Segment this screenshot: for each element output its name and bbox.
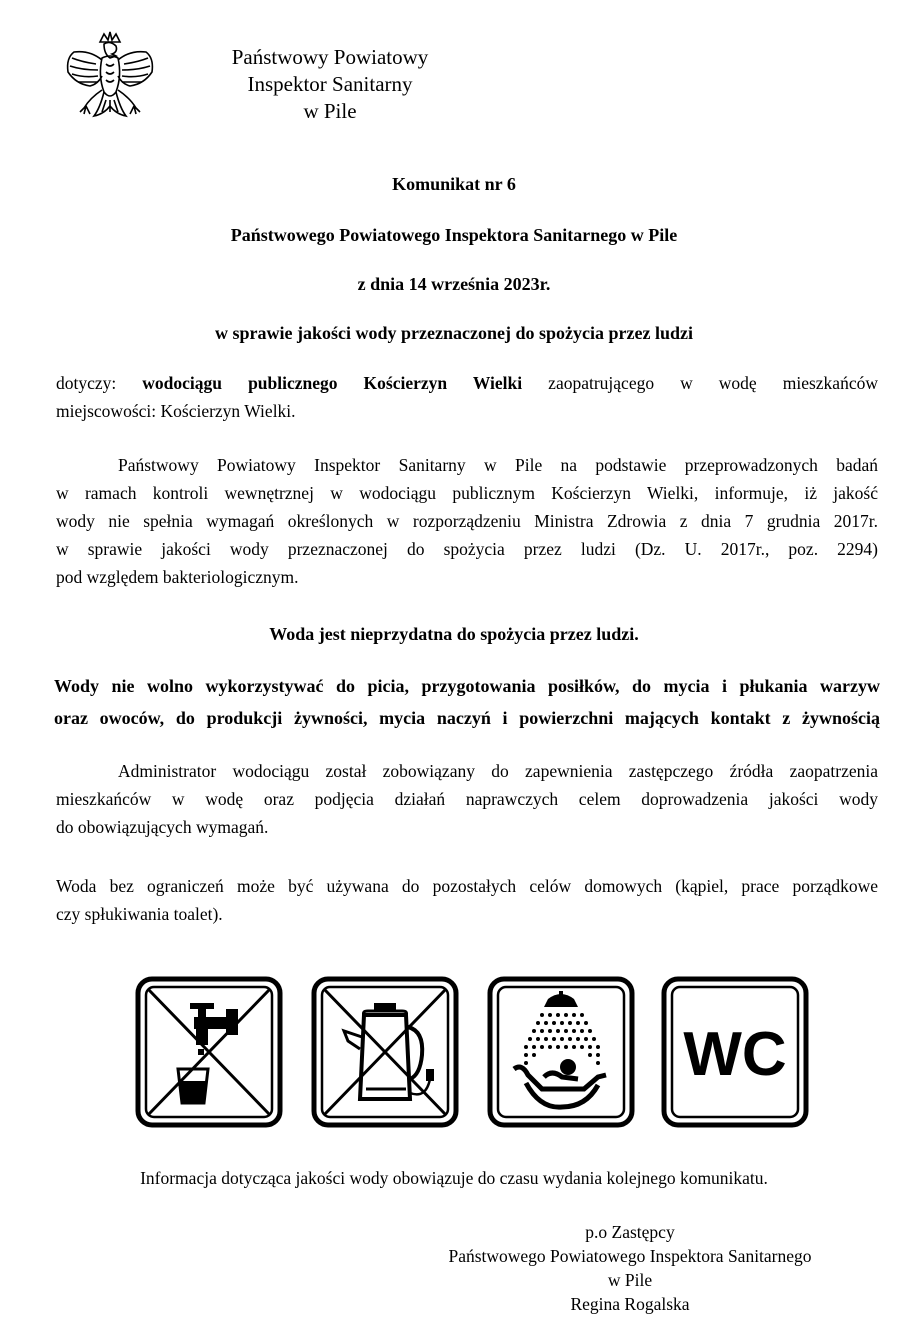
findings-paragraph bbox=[56, 451, 878, 591]
findings-line-2: w ramach kontroli wewnętrznej w wodociągu publicznym Kościerzyn Wielki, informuje, iż jakość bbox=[56, 483, 878, 503]
administrator-line-2: mieszkańców w wodę oraz podjęcia działań naprawczych celem doprowadzenia jakości wody bbox=[56, 789, 878, 809]
no-drinking-tap-icon bbox=[134, 975, 284, 1129]
communique-number: Komunikat nr 6 bbox=[392, 174, 516, 194]
usage-warning bbox=[54, 670, 880, 734]
allowed-uses-line-2: czy spłukiwania toalet). bbox=[56, 904, 223, 924]
issuer-line-3: w Pile bbox=[303, 99, 357, 123]
shower-bath-icon bbox=[486, 975, 636, 1129]
concerns-paragraph bbox=[56, 369, 878, 425]
signature-authority: Państwowego Powiatowego Inspektora Sanitarnego bbox=[448, 1246, 812, 1266]
no-kettle-icon bbox=[310, 975, 460, 1129]
communique-subject: w sprawie jakości wody przeznaczonej do spożycia przez ludzi bbox=[215, 323, 693, 343]
findings-line-5: pod względem bakteriologicznym. bbox=[56, 567, 299, 587]
warning-line-2: oraz owoców, do produkcji żywności, mycia naczyń i powierzchni mających kontakt z żywnością bbox=[54, 708, 880, 728]
administrator-line-3: do obowiązujących wymagań. bbox=[56, 817, 269, 837]
findings-line-3: wody nie spełnia wymagań określonych w rozporządzeniu Ministra Zdrowia z dnia 7 grudnia 2017r. bbox=[56, 511, 878, 531]
signature-block bbox=[420, 1220, 908, 1316]
issuer-header bbox=[180, 44, 480, 125]
signature-city: w Pile bbox=[607, 1270, 653, 1290]
wc-icon bbox=[660, 975, 810, 1129]
concerns-waterworks: wodociągu publicznego Kościerzyn Wielki bbox=[142, 373, 523, 393]
administrator-line-1: Administrator wodociągu został zobowiązany do zapewnienia zastępczego źródła zaopatrzenia bbox=[118, 761, 878, 781]
administrator-paragraph bbox=[56, 757, 878, 841]
allowed-uses-line-1: Woda bez ograniczeń może być używana do pozostałych celów domowych (kąpiel, prace porządkowe bbox=[56, 876, 878, 896]
concerns-line-2: miejscowości: Kościerzyn Wielki. bbox=[56, 401, 296, 421]
findings-line-1: Państwowy Powiatowy Inspektor Sanitarny w Pile na podstawie przeprowadzonych badań bbox=[118, 455, 878, 475]
communique-authority: Państwowego Powiatowego Inspektora Sanitarnego w Pile bbox=[230, 225, 678, 245]
validity-note: Informacja dotycząca jakości wody obowiązuje do czasu wydania kolejnego komunikatu. bbox=[140, 1168, 768, 1188]
communique-date: z dnia 14 września 2023r. bbox=[357, 274, 551, 294]
issuer-line-1: Państwowy Powiatowy bbox=[231, 45, 429, 69]
signature-name: Regina Rogalska bbox=[570, 1294, 690, 1314]
warning-line-1: Wody nie wolno wykorzystywać do picia, przygotowania posiłków, do mycia i płukania warzyw bbox=[54, 676, 880, 696]
concerns-rest: zaopatrującego w wodę mieszkańców bbox=[522, 373, 878, 393]
unfit-notice: Woda jest nieprzydatna do spożycia przez ludzi. bbox=[269, 624, 639, 644]
wc-label: WC bbox=[683, 1020, 787, 1089]
allowed-uses-paragraph bbox=[56, 872, 878, 928]
concerns-prefix: dotyczy: bbox=[56, 373, 143, 393]
issuer-line-2: Inspektor Sanitarny bbox=[247, 72, 413, 96]
findings-line-4: w sprawie jakości wody przeznaczonej do spożycia przez ludzi (Dz. U. 2017r., poz. 2294) bbox=[56, 539, 878, 559]
eagle-emblem-icon bbox=[60, 28, 160, 138]
signature-role: p.o Zastępcy bbox=[585, 1222, 675, 1242]
pictogram-row bbox=[134, 975, 814, 1135]
concerns-line-1 bbox=[56, 369, 878, 397]
